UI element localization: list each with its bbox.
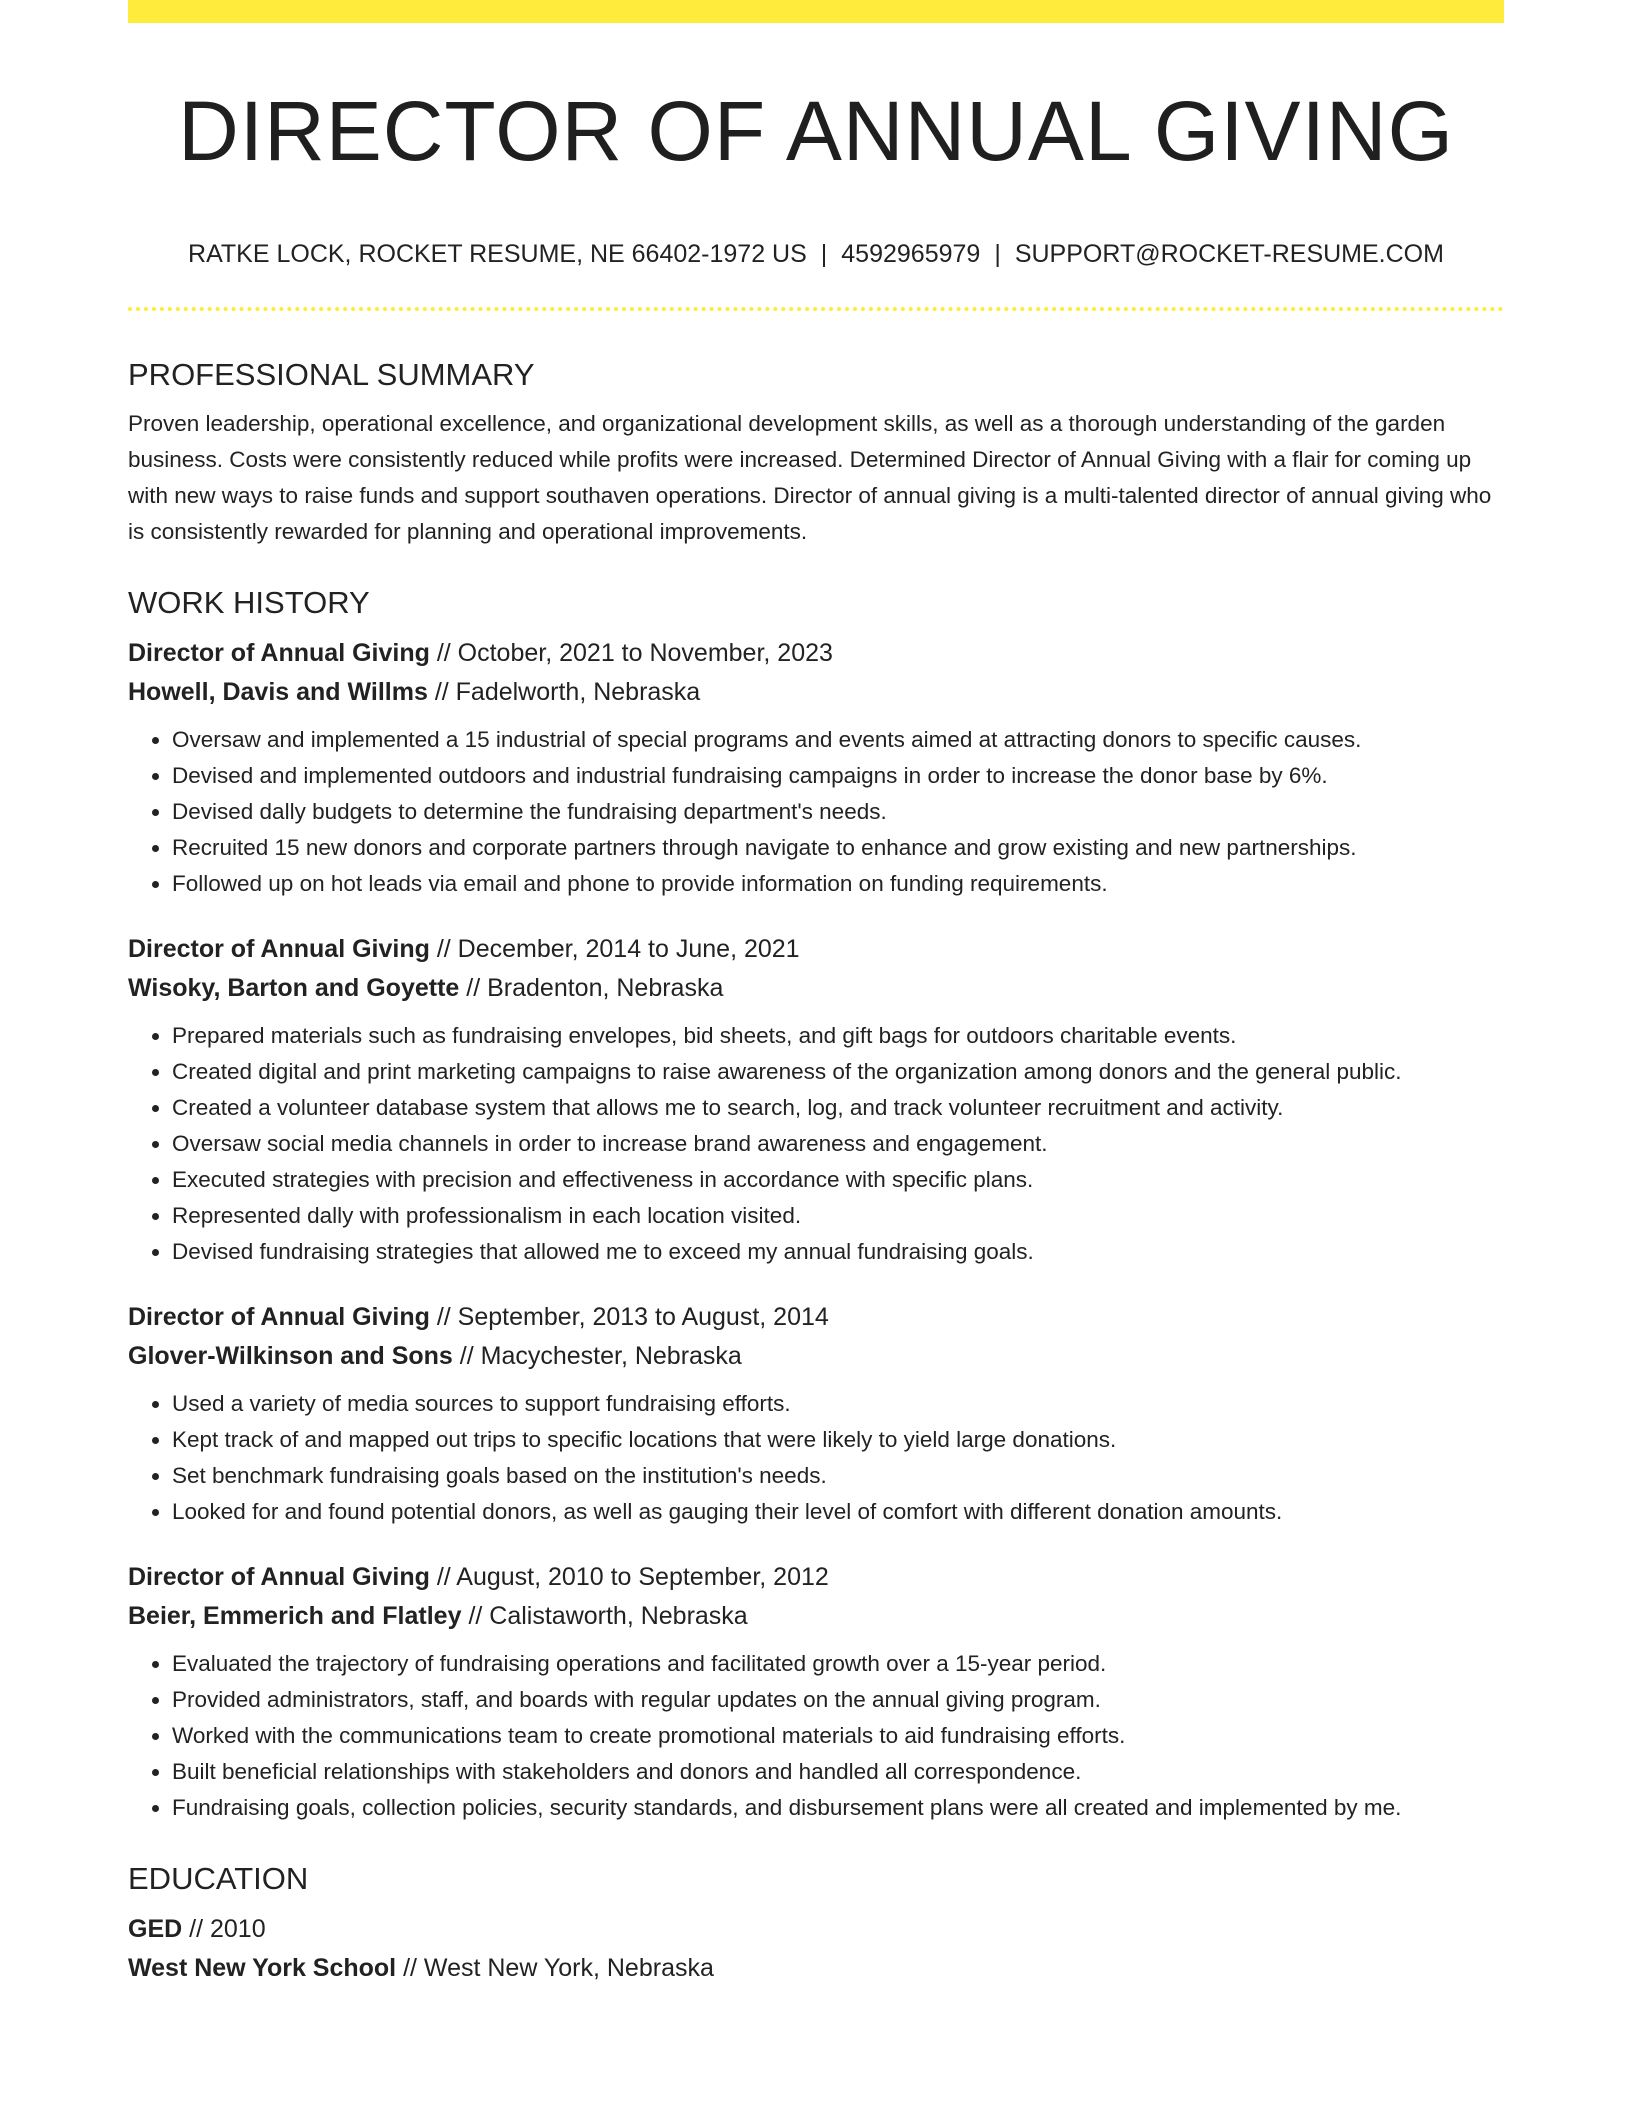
education-section	[128, 1854, 1504, 1988]
job-title-line	[128, 1558, 1504, 1597]
job-company: Howell, Davis and Willms	[128, 678, 428, 706]
section-heading-education: EDUCATION	[128, 1861, 309, 1896]
dotted-divider	[128, 307, 1504, 311]
job-dates: // October, 2021 to November, 2023	[436, 639, 833, 667]
bullet-item: • Built beneficial relationships with stakeholders and donors and handled all correspondence.	[172, 1754, 1504, 1790]
education-school-line	[128, 1949, 1504, 1988]
job-bullets	[128, 1018, 1504, 1270]
contact-email[interactable]: SUPPORT@ROCKET-RESUME.COM	[1014, 240, 1444, 268]
bullet-item: • Worked with the communications team to create promotional materials to aid fundraising efforts.	[172, 1718, 1504, 1754]
bullet-item: • Recruited 15 new donors and corporate partners through navigate to enhance and grow existing and new partnerships.	[172, 830, 1504, 866]
job-title: Director of Annual Giving	[128, 935, 430, 963]
contact-separator: |	[820, 240, 828, 268]
bullet-item: • Created digital and print marketing campaigns to raise awareness of the organization among donors and the general public.	[172, 1054, 1504, 1090]
job-title-line	[128, 930, 1504, 969]
bullet-item: • Evaluated the trajectory of fundraising operations and facilitated growth over a 15-year period.	[172, 1646, 1504, 1682]
job-entry	[128, 634, 1504, 902]
job-title: Director of Annual Giving	[128, 1563, 430, 1591]
job-dates: // September, 2013 to August, 2014	[436, 1303, 829, 1331]
section-heading-work: WORK HISTORY	[128, 585, 370, 620]
education-degree-line	[128, 1910, 1504, 1949]
bullet-item: • Represented dally with professionalism in each location visited.	[172, 1198, 1504, 1234]
summary-section	[128, 350, 1504, 550]
bullet-item: • Fundraising goals, collection policies, security standards, and disbursement plans were all created and implemented by me.	[172, 1790, 1504, 1826]
contact-line	[128, 236, 1504, 272]
job-location: // Calistaworth, Nebraska	[468, 1602, 748, 1630]
bullet-item: • Oversaw and implemented a 15 industrial of special programs and events aimed at attracting donors to specific causes.	[172, 722, 1504, 758]
bullet-item: • Executed strategies with precision and effectiveness in accordance with specific plans.	[172, 1162, 1504, 1198]
contact-phone: 4592965979	[841, 240, 981, 268]
bullet-item: • Looked for and found potential donors, as well as gauging their level of comfort with different donation amounts.	[172, 1494, 1504, 1530]
bullet-item: • Used a variety of media sources to support fundraising efforts.	[172, 1386, 1504, 1422]
education-entry	[128, 1910, 1504, 1988]
contact-address: RATKE LOCK, ROCKET RESUME, NE 66402-1972 US	[188, 240, 807, 268]
summary-text: Proven leadership, operational excellence, and organizational development skills, as well as a thorough understanding of the garden business. Costs were consistently reduced while profits were increased. Determined Director of Annual Giving with a flair for coming up with new ways to raise funds and support southaven operations. Director of annual giving is a multi-talented director of annual giving who is consistently rewarded for planning and operational improvements.	[128, 411, 1492, 544]
job-entry	[128, 930, 1504, 1270]
job-company-line	[128, 673, 1504, 712]
resume-content	[128, 350, 1504, 1988]
work-history-section	[128, 578, 1504, 1826]
job-title: Director of Annual Giving	[128, 1303, 430, 1331]
job-entry	[128, 1558, 1504, 1826]
job-title: Director of Annual Giving	[128, 639, 430, 667]
job-location: // Bradenton, Nebraska	[466, 974, 724, 1002]
education-year: // 2010	[189, 1915, 266, 1943]
job-company-line	[128, 969, 1504, 1008]
job-dates: // December, 2014 to June, 2021	[436, 935, 800, 963]
bullet-item: • Set benchmark fundraising goals based on the institution's needs.	[172, 1458, 1504, 1494]
job-bullets	[128, 722, 1504, 902]
bullet-item: • Created a volunteer database system that allows me to search, log, and track volunteer recruitment and activity.	[172, 1090, 1504, 1126]
bullet-item: • Devised fundraising strategies that allowed me to exceed my annual fundraising goals.	[172, 1234, 1504, 1270]
job-dates: // August, 2010 to September, 2012	[436, 1563, 829, 1591]
bullet-item: • Devised and implemented outdoors and industrial fundraising campaigns in order to increase the donor base by 6%.	[172, 758, 1504, 794]
job-location: // Macychester, Nebraska	[459, 1342, 742, 1370]
job-company-line	[128, 1337, 1504, 1376]
bullet-item: • Prepared materials such as fundraising envelopes, bid sheets, and gift bags for outdoors charitable events.	[172, 1018, 1504, 1054]
job-title-line	[128, 634, 1504, 673]
section-heading-summary: PROFESSIONAL SUMMARY	[128, 357, 535, 392]
job-company: Wisoky, Barton and Goyette	[128, 974, 460, 1002]
job-company: Glover-Wilkinson and Sons	[128, 1342, 453, 1370]
education-school: West New York School	[128, 1954, 397, 1982]
education-location: // West New York, Nebraska	[403, 1954, 714, 1982]
job-bullets	[128, 1386, 1504, 1530]
top-accent-bar	[128, 0, 1504, 23]
job-entry	[128, 1298, 1504, 1530]
bullet-item: • Provided administrators, staff, and boards with regular updates on the annual giving program.	[172, 1682, 1504, 1718]
job-company-line	[128, 1597, 1504, 1636]
bullet-item: • Kept track of and mapped out trips to specific locations that were likely to yield large donations.	[172, 1422, 1504, 1458]
job-company: Beier, Emmerich and Flatley	[128, 1602, 462, 1630]
bullet-item: • Oversaw social media channels in order to increase brand awareness and engagement.	[172, 1126, 1504, 1162]
job-title-line	[128, 1298, 1504, 1337]
bullet-item: • Devised dally budgets to determine the fundraising department's needs.	[172, 794, 1504, 830]
resume-title: DIRECTOR OF ANNUAL GIVING	[178, 84, 1454, 178]
contact-separator: |	[994, 240, 1001, 268]
job-location: // Fadelworth, Nebraska	[434, 678, 701, 706]
bullet-item: • Followed up on hot leads via email and phone to provide information on funding requirements.	[172, 866, 1504, 902]
education-degree: GED	[128, 1915, 183, 1943]
job-bullets	[128, 1646, 1504, 1826]
